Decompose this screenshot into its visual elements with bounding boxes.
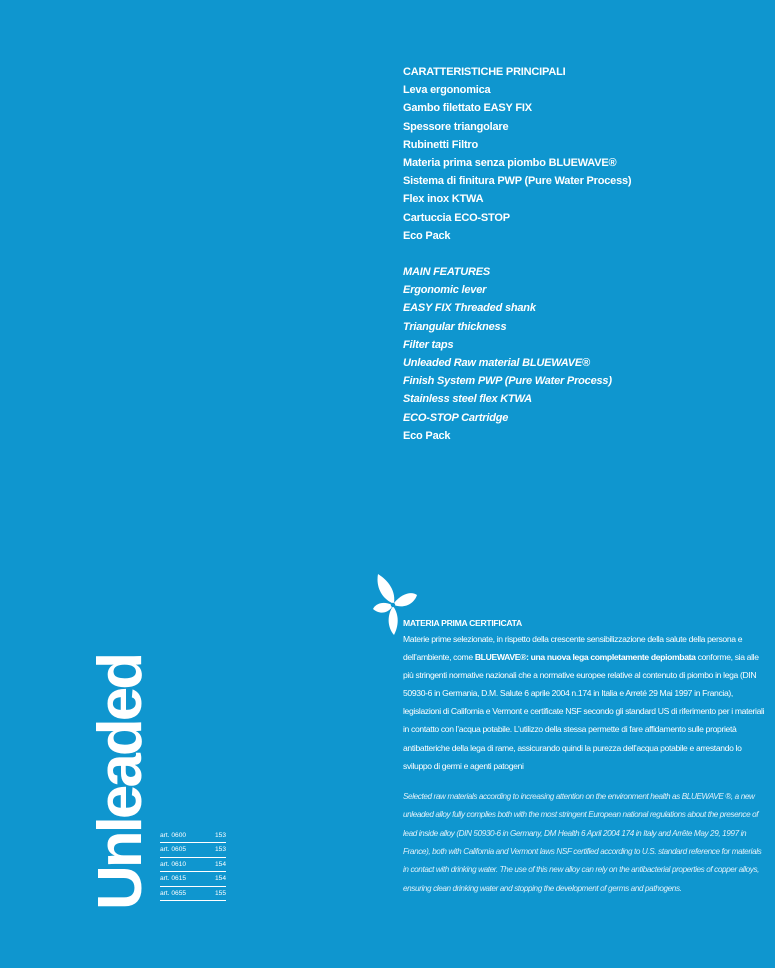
features-en-heading: MAIN FEATURES (403, 266, 491, 279)
features-block (403, 63, 763, 445)
feature-it-item: Rubinetti Filtro (403, 138, 479, 151)
article-code: art. 0610 (160, 860, 187, 868)
article-row (160, 829, 226, 843)
feature-it-item: Spessore triangolare (403, 120, 509, 133)
feature-en-item: Filter taps (403, 338, 454, 351)
certified-title: MATERIA PRIMA CERTIFICATA (403, 618, 522, 628)
vertical-title: Unleaded (86, 654, 155, 910)
article-row (160, 843, 226, 857)
article-page: 155 (214, 889, 226, 897)
feature-en-item: Eco Pack (403, 429, 451, 442)
article-row (160, 858, 226, 872)
feature-it-item: Sistema di finitura PWP (Pure Water Process) (403, 175, 632, 188)
feature-it-item: Cartuccia ECO-STOP (403, 211, 510, 224)
article-page: 153 (214, 832, 226, 839)
article-page: 154 (214, 860, 226, 868)
feature-en-item: Stainless steel flex KTWA (403, 393, 532, 406)
feature-it-item: Flex inox KTWA (403, 193, 484, 206)
feature-it-item: Leva ergonomica (403, 84, 491, 97)
article-row (160, 872, 226, 886)
certified-it-part2: conforme, sia alle più stringenti normative nazionali che a normative europee relative al contenuto di piombo in lega (DIN 50930-6 in Germania, D.M. Salute 6 aprile 2004 n.174 in Italia e Arreté 29 Mai 1997 in Francia), legislazioni di California e Vermont e certificate NSF secondo gli standard US di riferimento per i materiali in contatto con l’acqua potabile. L’utilizzo della stessa permette di fare affidamento sulle proprietà antibatteriche della lega di rame, assicurando quindi la purezza dell’acqua potabile e arrestando lo sviluppo di germi e agenti patogeni (403, 652, 765, 771)
feature-en-item: Ergonomic lever (403, 284, 487, 297)
feature-en-item: ECO-STOP Cartridge (403, 411, 509, 424)
features-it-heading: CARATTERISTICHE PRINCIPALI (403, 66, 566, 78)
certified-it-bold: BLUEWAVE®: una nuova lega completamente depiombata (474, 652, 696, 663)
certified-english-text: Selected raw materials according to increasing attention on the environment health as BLUEWAVE ®, a new unleaded alloy fully complies both with the most stringent European national regulations about the presence of lead inside alloy (DIN 50930-6 in Germany, DM Health 6 April 2004 174 in Italy and Arrête May 29, 1997 in France), both with California and Vermont laws NSF certified according to U.S. standard reference for materials in contact with drinking water. The use of this new alloy can rely on the antibacterial properties of copper alloys, ensuring clean drinking water and stopping the development of germs and pathogens. (403, 791, 762, 893)
certified-italian-text (403, 630, 765, 775)
feature-en-item: EASY FIX Threaded shank (403, 302, 536, 315)
certified-it-part1: Materie prime selezionate, in rispetto della crescente sensibilizzazione della salute della persona e dell’ambiente, come (403, 634, 743, 663)
feature-en-item: Triangular thickness (403, 320, 507, 333)
article-page: 153 (214, 846, 226, 854)
features-english (403, 263, 763, 445)
article-table (160, 829, 226, 901)
certified-material-block (403, 617, 765, 898)
features-italian (403, 63, 763, 245)
article-code: art. 0615 (160, 875, 187, 883)
feature-en-item: Unleaded Raw material BLUEWAVE® (403, 357, 590, 370)
article-row (160, 887, 226, 901)
article-code: art. 0605 (160, 846, 187, 854)
feature-en-item: Finish System PWP (Pure Water Process) (403, 375, 612, 388)
feature-it-item: Gambo filettato EASY FIX (403, 102, 532, 115)
feature-it-item: Materia prima senza piombo BLUEWAVE® (403, 157, 617, 170)
article-page: 154 (214, 875, 226, 883)
article-code: art. 0655 (160, 889, 187, 897)
article-code: art. 0600 (160, 832, 187, 839)
feature-it-item: Eco Pack (403, 229, 451, 242)
